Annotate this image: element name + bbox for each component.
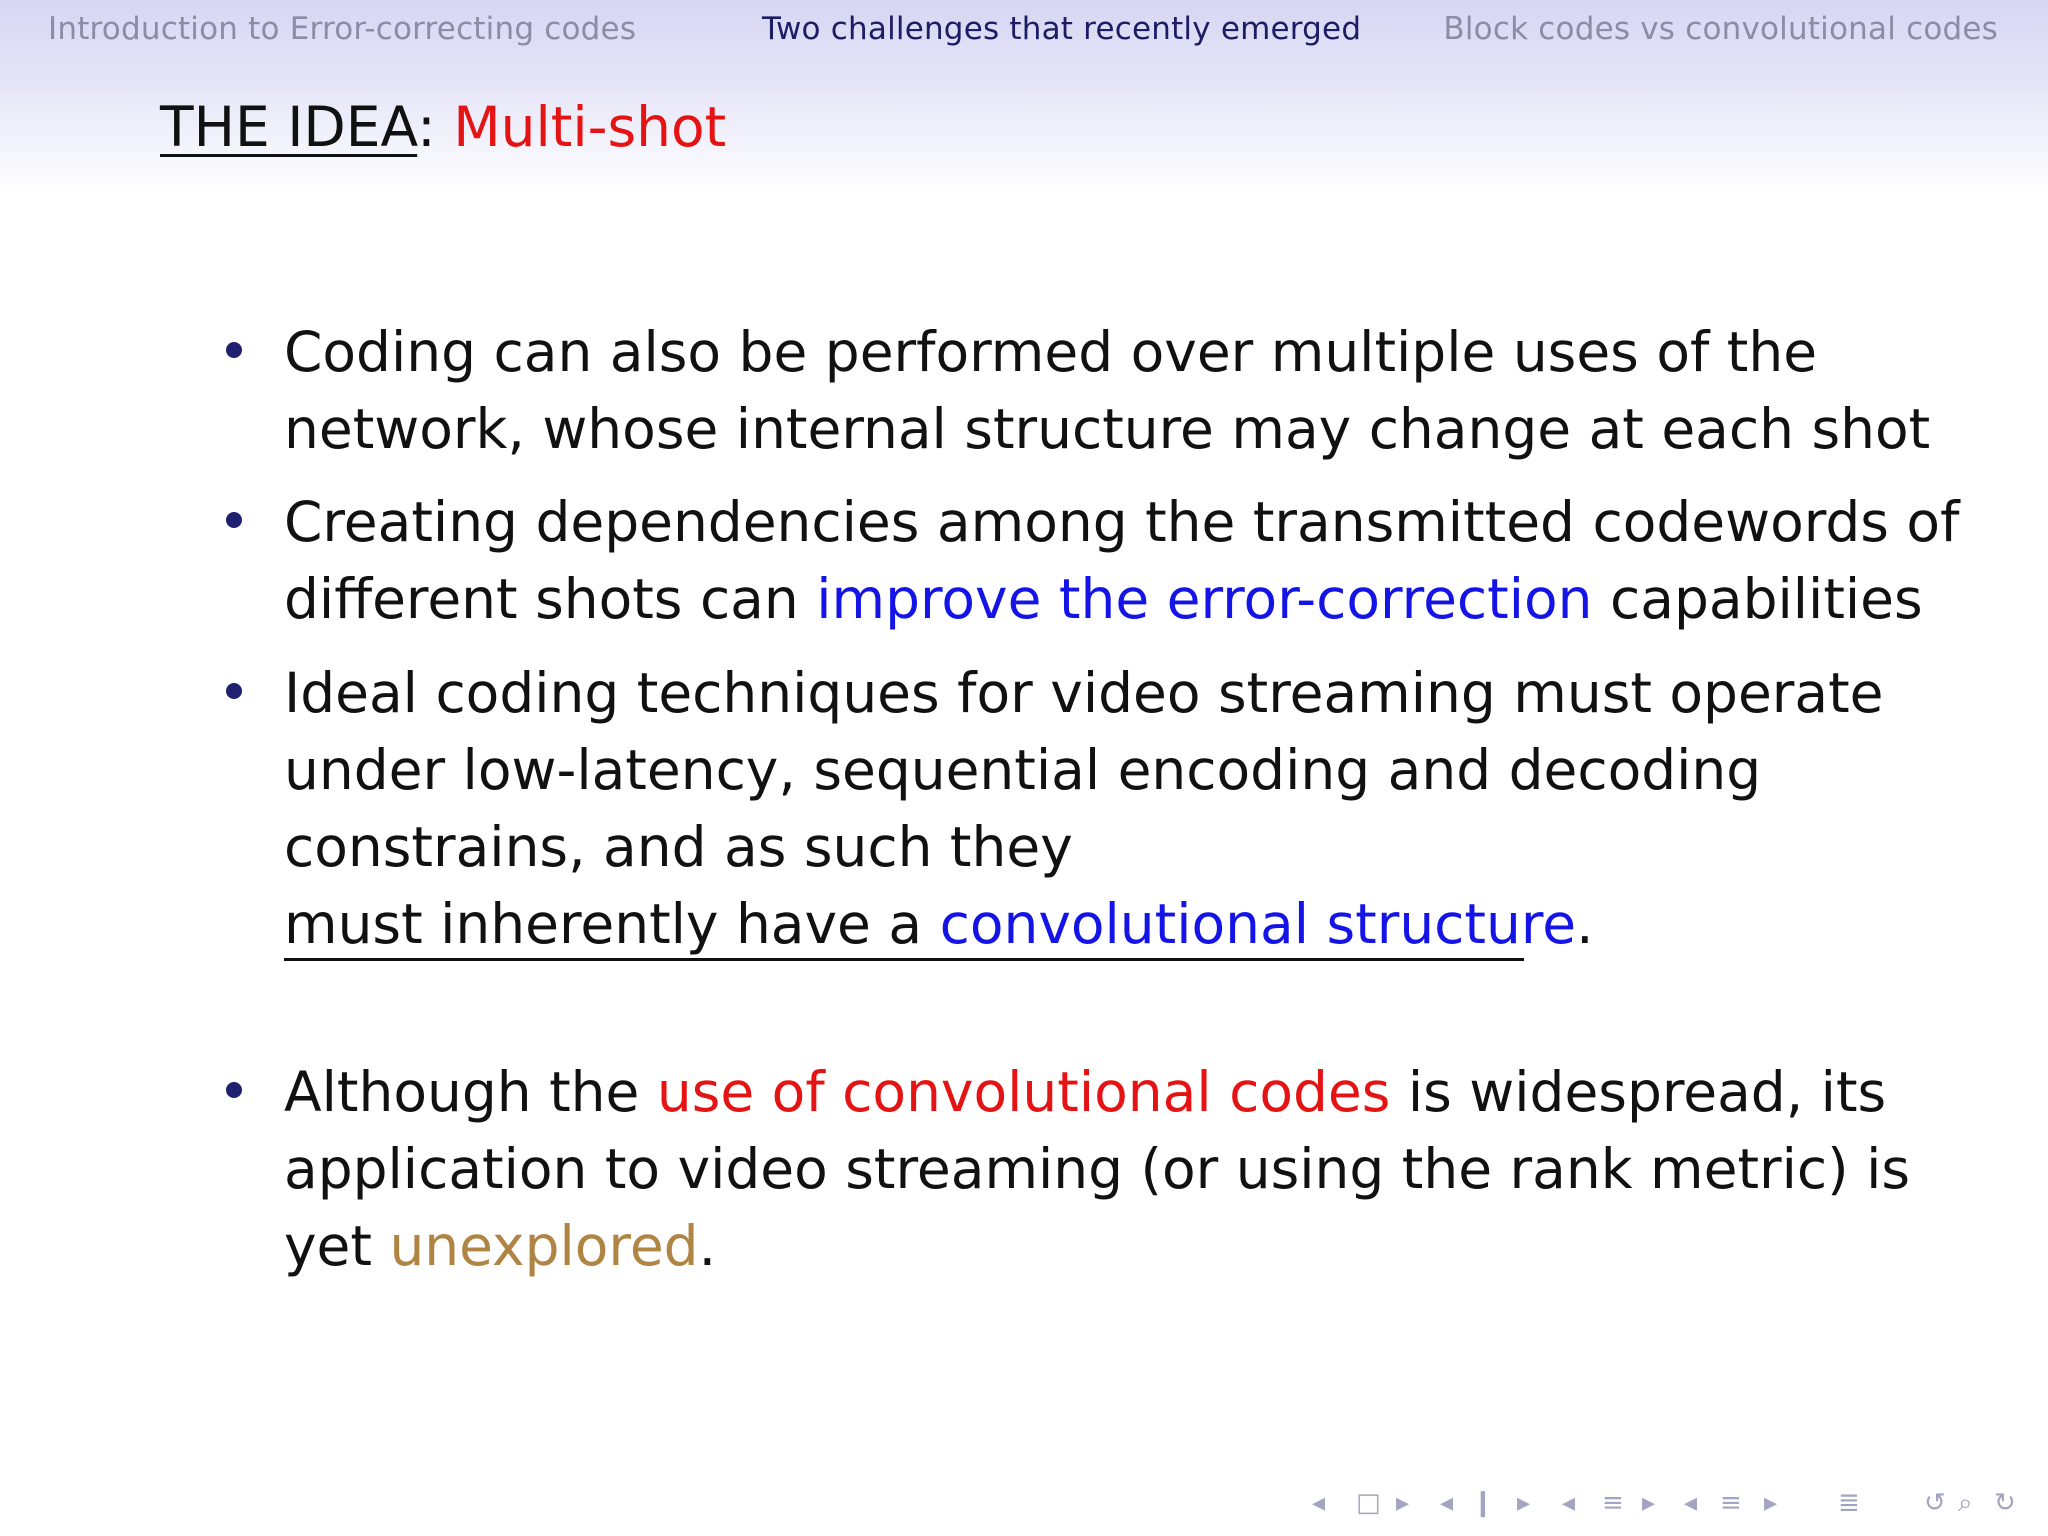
arrow-left-icon[interactable]: ◂ [1562,1488,1576,1518]
arrow-right-icon[interactable]: ▸ [1764,1488,1778,1518]
frame-title [160,95,726,159]
bullet-4-line [284,1137,1911,1201]
arrow-left-icon[interactable]: ◂ [1440,1488,1454,1518]
text-run: different shots can [284,567,817,631]
text-run: application to video streaming (or using the rank metric) is [284,1137,1911,1201]
bullet-4-line [284,1214,717,1278]
text-run: Ideal coding techniques for video streaming must operate [284,661,1884,725]
highlighted-phrase: improve the error-correction [816,567,1593,631]
bullet-marker [226,683,242,699]
bullet-2-line [284,567,1923,631]
subsubsection-icon[interactable]: ≡ [1720,1488,1742,1518]
frame-title-accent: Multi-shot [453,95,727,159]
nav-section-introduction[interactable]: Introduction to Error-correcting codes [48,11,637,47]
search-icon[interactable]: ⌕ [1958,1488,1973,1518]
highlighted-phrase: use of convolutional codes [656,1060,1391,1124]
text-run: is widespread, its [1390,1060,1887,1124]
arrow-right-icon[interactable]: ▸ [1642,1488,1656,1518]
bullet-3-line [284,661,1884,725]
text-run: Creating dependencies among the transmitted codewords of [284,490,1960,554]
search-forward-icon[interactable]: ↻ [1994,1488,2016,1518]
text-run: Coding can also be performed over multiple uses of the [284,320,1818,384]
highlighted-phrase: convolutional structure [939,892,1577,956]
bullet-1-line [284,320,1818,384]
frame-title-separator: : [417,95,436,159]
arrow-right-icon[interactable]: ▸ [1517,1488,1531,1518]
text-run: . [698,1214,717,1278]
bullet-4-line [284,1060,1887,1124]
text-run: under low-latency, sequential encoding and decoding [284,738,1762,802]
bullet-3-line [284,815,1073,879]
text-run: capabilities [1592,567,1923,631]
horizontal-rule [284,958,1524,961]
highlighted-phrase: unexplored [389,1214,699,1278]
arrow-left-icon[interactable]: ◂ [1312,1488,1326,1518]
bullet-marker [226,342,242,358]
subsection-icon[interactable]: ❙ [1472,1488,1494,1518]
bullet-3-line [284,892,1594,956]
frame-title-lead: THE IDEA [160,95,418,159]
align-icon[interactable]: ≣ [1838,1488,1860,1518]
bullet-marker [226,1082,242,1098]
text-run: constrains, and as such they [284,815,1073,879]
arrow-left-icon[interactable]: ◂ [1684,1488,1698,1518]
text-run: yet [284,1214,390,1278]
search-back-icon[interactable]: ↺ [1924,1488,1946,1518]
bullet-2-line [284,490,1960,554]
bullet-marker [226,512,242,528]
text-run: must inherently have a [284,892,940,956]
text-run: . [1576,892,1594,956]
section-navigation [0,0,2048,60]
arrow-right-icon[interactable]: ▸ [1396,1488,1410,1518]
frame-icon[interactable]: □ [1356,1488,1381,1518]
bullet-3-line [284,738,1762,802]
section-icon[interactable]: ≡ [1602,1488,1624,1518]
nav-section-two-challenges[interactable]: Two challenges that recently emerged [762,11,1362,47]
bullet-1-line [284,397,1931,461]
nav-section-block-vs-convolutional[interactable]: Block codes vs convolutional codes [1443,11,1998,47]
text-run: network, whose internal structure may change at each shot [284,397,1931,461]
text-run: Although the [284,1060,657,1124]
